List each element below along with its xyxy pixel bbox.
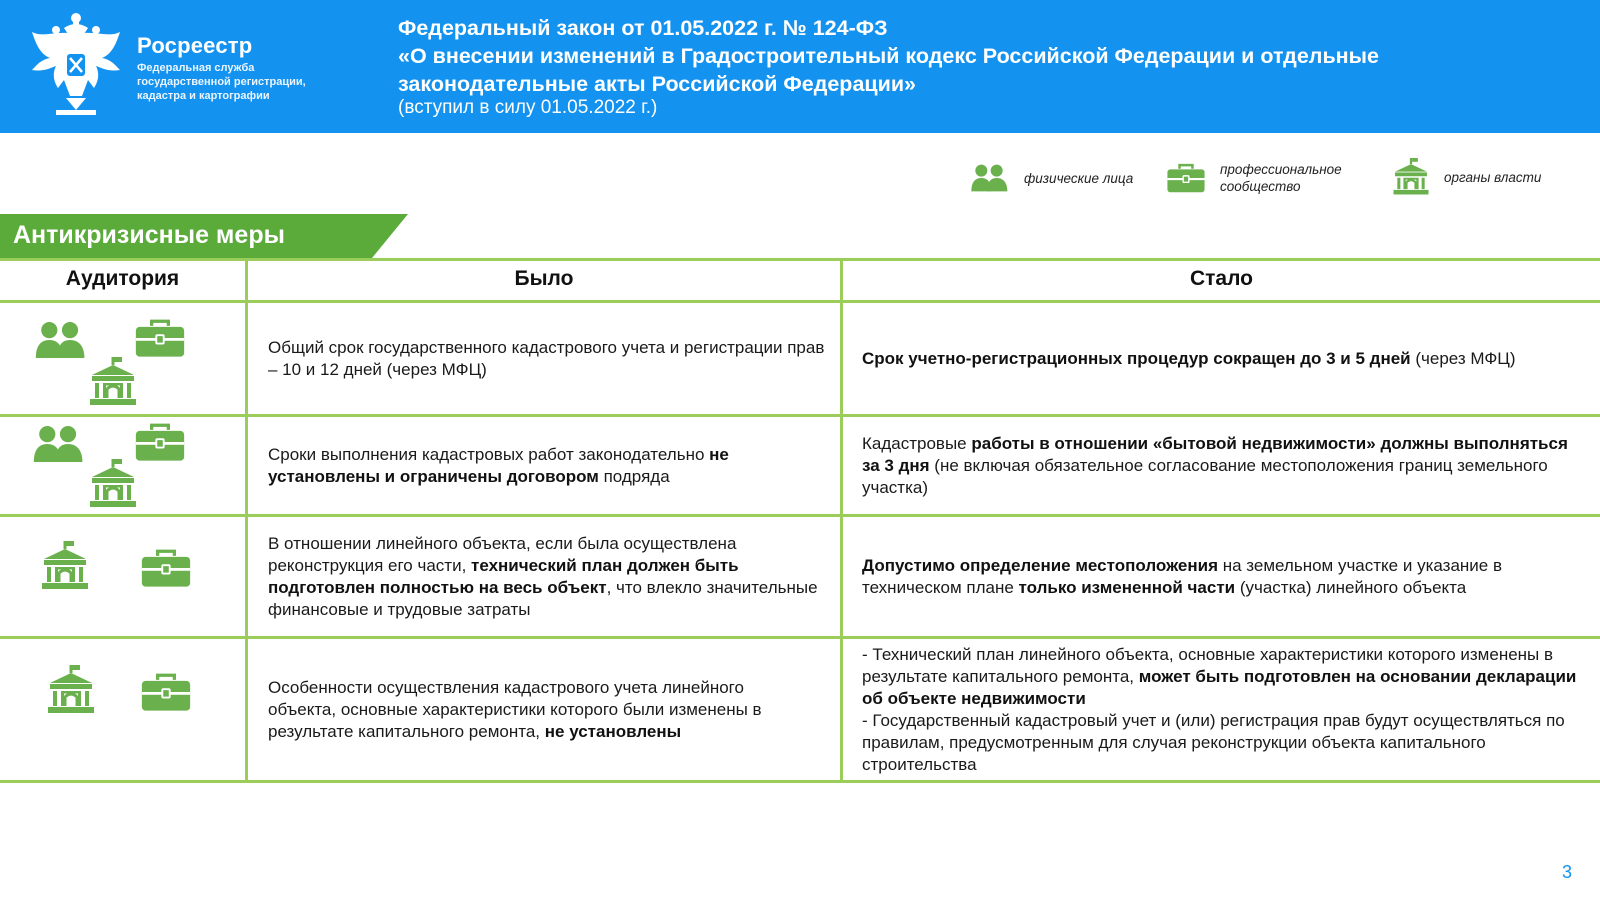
header-before: Было (514, 267, 574, 290)
table-cell-after (862, 639, 1596, 780)
briefcase-icon (140, 547, 192, 589)
law-effective-date: (вступил в силу 01.05.2022 г.) (398, 97, 658, 118)
table-row-audience (0, 517, 245, 636)
plain-text: Кадастровые (862, 433, 972, 453)
emphasis-text: Срок учетно-регистрационных процедур сокращен до 3 и 5 дней (862, 348, 1411, 368)
table-cell-after (862, 303, 1590, 414)
plain-text: (не включая обязательное согласование местоположения границ земельного участка) (862, 455, 1548, 497)
table-cell-after (862, 517, 1590, 636)
people-icon (34, 319, 88, 361)
government-building-icon (88, 459, 138, 509)
plain-text: Общий срок государственного кадастрового учета и регистрации прав – 10 и 12 дней (через МФЦ) (268, 337, 825, 379)
table-cell-before (268, 417, 828, 514)
emphasis-text: может быть подготовлен на основании декларации об объекте недвижимости (862, 666, 1577, 708)
cell-text (862, 348, 1516, 370)
cell-text (862, 555, 1590, 599)
legend-label: профессиональное сообщество (1220, 162, 1342, 194)
plain-text: (участка) линейного объекта (1235, 577, 1467, 597)
cell-text (862, 644, 1596, 776)
page-number: 3 (1561, 862, 1572, 882)
government-building-icon (46, 665, 96, 715)
table-cell-before (268, 517, 828, 636)
legend-professional-community (1166, 160, 1342, 196)
plain-text: - Государственный кадастровый учет и (или) регистрация прав будут осуществляться по правилам, предусмотренным для случая реконструкции объекта капитального строительства (862, 710, 1565, 774)
brand-name: Росреестр (137, 33, 253, 58)
header-audience: Аудитория (65, 267, 180, 290)
table-cell-before (268, 303, 828, 414)
plain-text: Сроки выполнения кадастровых работ законодательно (268, 444, 710, 464)
table-cell-after (862, 417, 1590, 514)
government-building-icon (88, 357, 138, 407)
section-title: Антикризисные меры (13, 221, 285, 249)
law-title (398, 14, 1538, 98)
law-title-line: «О внесении изменений в Градостроительный кодекс Российской Федерации и отдельные (398, 44, 1379, 68)
table-row-audience (0, 639, 245, 780)
briefcase-icon (1166, 160, 1206, 196)
law-title-line: законодательные акты Российской Федерации» (398, 72, 917, 96)
people-icon (32, 423, 86, 465)
emphasis-text: только измененной части (1018, 577, 1236, 597)
brand-subtitle: Федеральная служба государственной регистрации, кадастра и картографии (137, 62, 306, 102)
briefcase-icon (134, 317, 186, 359)
plain-text: подряда (598, 466, 670, 486)
people-icon (970, 160, 1010, 196)
legend-individuals (970, 160, 1133, 196)
emphasis-text: технический план должен быть подготовлен полностью на весь объект (268, 555, 739, 597)
table-row-audience (0, 303, 245, 414)
emphasis-text: не установлены (544, 721, 682, 741)
emphasis-text: Допустимо определение местоположения (862, 555, 1218, 575)
plain-text: на земельном участке и указание в техническом плане (862, 555, 1502, 597)
legend-authorities (1392, 158, 1541, 196)
briefcase-icon (140, 671, 192, 713)
cell-text (268, 677, 808, 743)
header-banner (0, 0, 1600, 133)
double-headed-eagle-emblem-icon (26, 10, 126, 118)
legend-label: органы власти (1444, 169, 1542, 185)
plain-text: Особенности осуществления кадастрового учета линейного объекта, основные характеристики которого были изменены в результате капитального ремонта, (268, 677, 762, 741)
table-border (245, 258, 248, 783)
cell-text (862, 433, 1590, 499)
government-building-icon (40, 541, 90, 591)
table-cell-before (268, 639, 808, 780)
emphasis-text: не установлены и ограничены договором (268, 444, 729, 486)
plain-text: (через МФЦ) (1410, 348, 1516, 368)
plain-text: - Технический план линейного объекта, основные характеристики которого изменены в результате капитального ремонта, (862, 644, 1554, 686)
cell-text (268, 444, 828, 488)
plain-text: , что влекло значительные финансовые и трудовые затраты (268, 577, 818, 619)
law-title-line: Федеральный закон от 01.05.2022 г. № 124-ФЗ (398, 16, 888, 40)
table-row-audience (0, 417, 245, 514)
legend-label: физические лица (1024, 170, 1134, 186)
header-after: Стало (1189, 267, 1254, 290)
emphasis-text: работы в отношении «бытовой недвижимости» должны выполняться за 3 дня (862, 433, 1568, 475)
plain-text: В отношении линейного объекта, если была осуществлена реконструкция его части, (268, 533, 737, 575)
government-building-icon (1392, 158, 1430, 196)
cell-text (268, 533, 828, 621)
table-border (0, 780, 1600, 783)
cell-text (268, 337, 828, 381)
table-border (840, 258, 843, 783)
briefcase-icon (134, 421, 186, 463)
